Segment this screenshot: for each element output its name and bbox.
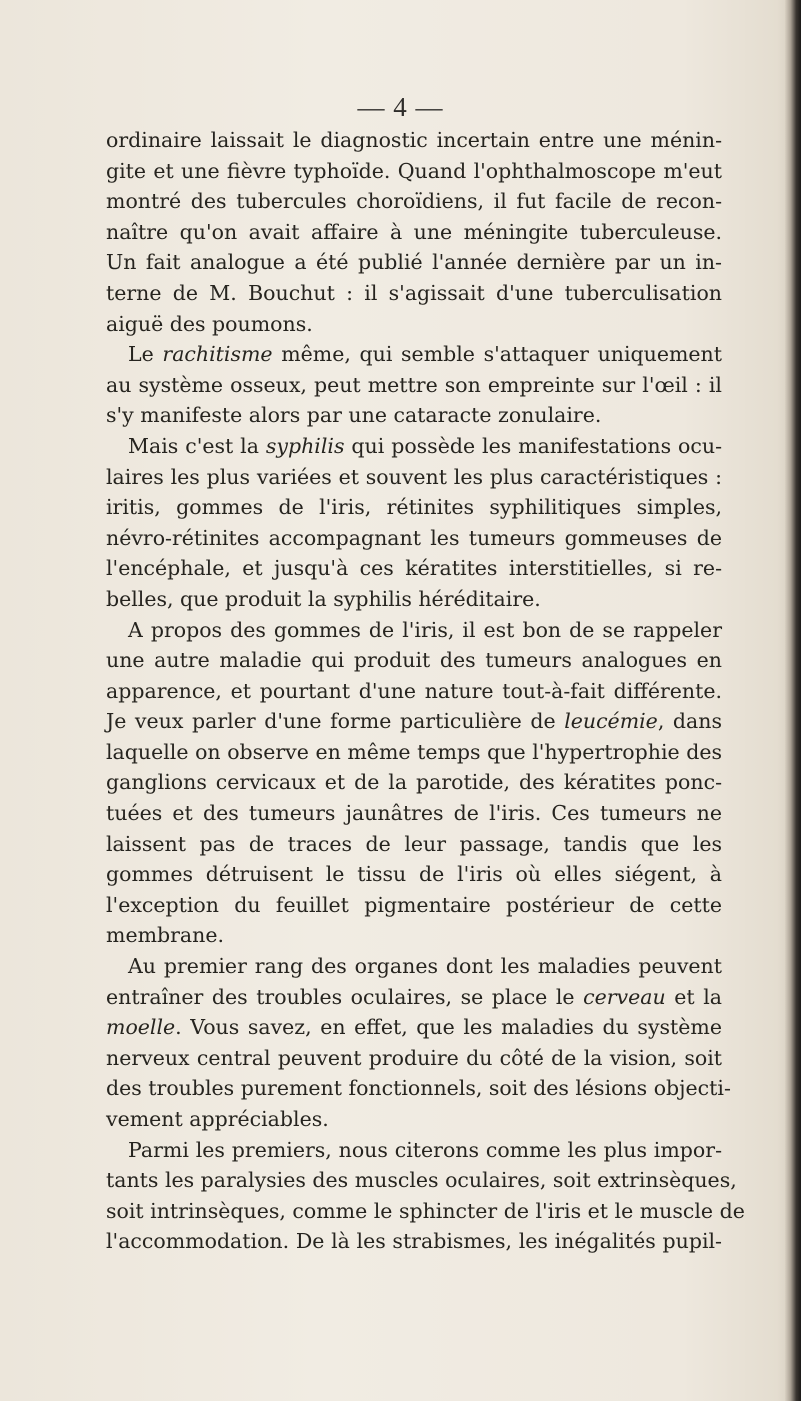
line-text: des troubles purement fonctionnels, soit des lésions objecti- xyxy=(106,1076,731,1101)
text-line xyxy=(106,645,722,676)
line-text: nerveux central peuvent produire du côté de la vision, soit xyxy=(106,1045,722,1070)
text-line xyxy=(106,706,722,737)
line-text: iritis, gommes de l'iris, rétinites syphilitiques simples, xyxy=(106,495,722,520)
line-text: l'exception du feuillet pigmentaire postérieur de cette xyxy=(106,892,722,917)
text-line xyxy=(106,859,722,890)
page-number: — 4 — xyxy=(357,92,444,122)
line-text: apparence, et pourtant d'une nature tout-à-fait différente. xyxy=(106,678,722,703)
italic-term: leucémie xyxy=(564,709,658,734)
text-line xyxy=(106,523,722,554)
text-line xyxy=(106,676,722,707)
text-line xyxy=(106,890,722,921)
line-text: l'encéphale, et jusqu'à ces kératites interstitielles, si re- xyxy=(106,556,722,581)
text-line xyxy=(106,492,722,523)
line-text: A propos des gommes de l'iris, il est bon de se rappeler xyxy=(128,617,722,642)
line-text: entraîner des troubles oculaires, se place le xyxy=(106,984,584,1009)
line-text: et la xyxy=(665,984,722,1009)
line-text: tants les paralysies des muscles oculaires, soit extrinsèques, xyxy=(106,1168,737,1193)
line-text: névro-rétinites accompagnant les tumeurs gommeuses de xyxy=(106,525,722,550)
line-text: qui possède les manifestations ocu- xyxy=(344,433,722,458)
line-text: naître qu'on avait affaire à une méningite tuberculeuse. xyxy=(106,219,722,244)
line-text: ordinaire laissait le diagnostic incertain entre une ménin- xyxy=(106,128,722,152)
text-line xyxy=(106,462,722,493)
line-text: une autre maladie qui produit des tumeurs analogues en xyxy=(106,648,722,673)
line-text: . Vous savez, en effet, que les maladies du système xyxy=(175,1015,722,1040)
text-line xyxy=(106,920,722,951)
text-line xyxy=(106,584,722,615)
line-text: laquelle on observe en même temps que l'hypertrophie des xyxy=(106,739,722,764)
line-text: au système osseux, peut mettre son empreinte sur l'œil : il xyxy=(106,372,722,397)
text-line xyxy=(106,615,722,646)
text-line xyxy=(106,125,722,156)
line-text: même, qui semble s'attaquer uniquement xyxy=(272,342,723,367)
text-line xyxy=(106,798,722,829)
line-text: Mais c'est la xyxy=(128,433,266,458)
line-text: aiguë des poumons. xyxy=(106,311,313,336)
line-text: laires les plus variées et souvent les plus caractéristiques : xyxy=(106,464,722,489)
line-text: membrane. xyxy=(106,923,225,948)
text-line xyxy=(106,1104,722,1135)
italic-term: moelle xyxy=(106,1015,176,1040)
line-text: soit intrinsèques, comme le sphincter de l'iris et le muscle de xyxy=(106,1198,745,1223)
line-text: Je veux parler d'une forme particulière de xyxy=(106,709,565,734)
text-line xyxy=(106,431,722,462)
text-line xyxy=(106,553,722,584)
line-text: tuées et des tumeurs jaunâtres de l'iris. Ces tumeurs ne xyxy=(106,801,722,826)
text-line xyxy=(106,186,722,217)
line-text: montré des tubercules choroïdiens, il fut facile de recon- xyxy=(106,189,722,214)
text-line xyxy=(106,278,722,309)
text-line xyxy=(106,1012,722,1043)
line-text: vement appréciables. xyxy=(106,1107,329,1131)
body-text xyxy=(106,125,745,1257)
text-line xyxy=(106,1043,722,1074)
text-line xyxy=(106,370,722,401)
line-text: terne de M. Bouchut : il s'agissait d'une tuberculisation xyxy=(106,280,722,305)
line-text: Parmi les premiers, nous citerons comme les plus impor- xyxy=(128,1137,722,1162)
text-line xyxy=(106,737,722,768)
text-line xyxy=(106,767,722,798)
text-line xyxy=(106,829,722,860)
line-text: , dans xyxy=(657,709,722,734)
text-line xyxy=(106,339,722,370)
italic-term: cerveau xyxy=(583,984,666,1009)
text-line xyxy=(106,1226,722,1257)
line-text: laissent pas de traces de leur passage, tandis que les xyxy=(106,831,722,856)
text-line xyxy=(106,1135,722,1166)
line-text: Un fait analogue a été publié l'année dernière par un in- xyxy=(106,250,722,275)
text-line xyxy=(106,982,722,1013)
line-text: s'y manifeste alors par une cataracte zonulaire. xyxy=(106,403,602,428)
text-line xyxy=(106,309,722,340)
text-line xyxy=(106,247,722,278)
italic-term: syphilis xyxy=(265,433,345,458)
page-edge-shadow xyxy=(785,0,801,1401)
text-line xyxy=(106,217,722,248)
text-line xyxy=(106,1073,731,1104)
line-text: ganglions cervicaux et de la parotide, des kératites ponc- xyxy=(106,770,722,795)
line-text: Au premier rang des organes dont les maladies peuvent xyxy=(128,954,722,979)
text-line xyxy=(106,400,722,431)
line-text: gommes détruisent le tissu de l'iris où elles siégent, à xyxy=(106,862,722,887)
text-line xyxy=(106,156,722,187)
italic-term: rachitisme xyxy=(162,342,273,367)
text-line xyxy=(106,1196,745,1227)
line-text: belles, que produit la syphilis héréditaire. xyxy=(106,586,541,611)
line-text: gite et une fièvre typhoïde. Quand l'ophthalmoscope m'eut xyxy=(106,158,722,183)
line-text: Le xyxy=(128,342,163,367)
line-text: l'accommodation. De là les strabismes, les inégalités pupil- xyxy=(106,1229,722,1254)
text-line xyxy=(106,951,722,982)
text-line xyxy=(106,1165,737,1196)
